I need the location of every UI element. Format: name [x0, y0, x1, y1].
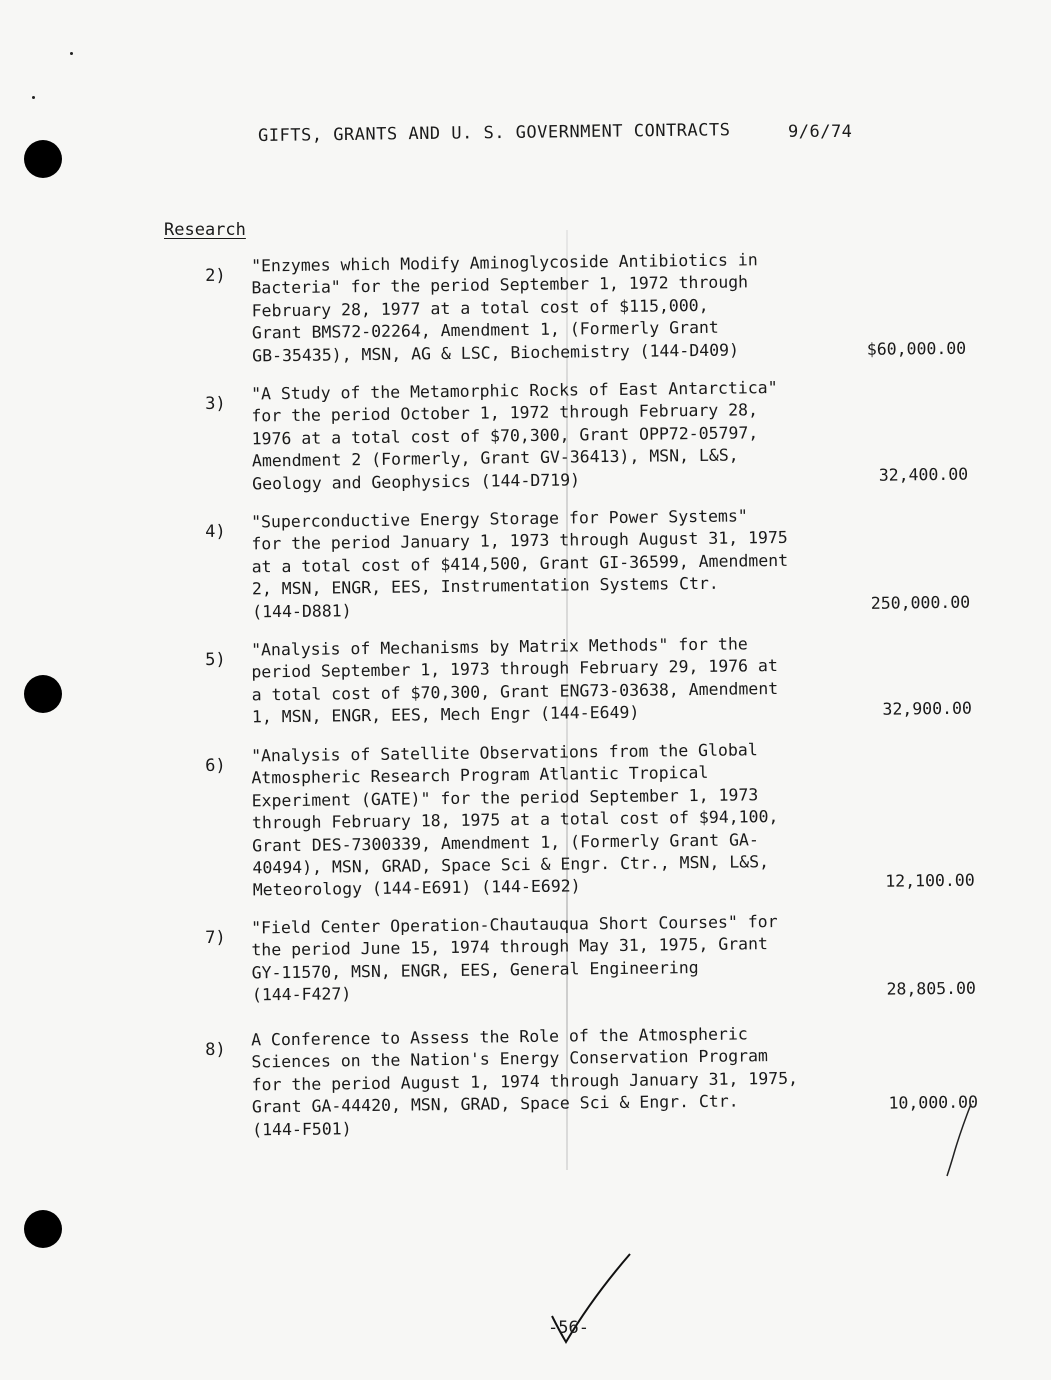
pen-mark-icon	[935, 1100, 975, 1180]
punch-hole-top	[24, 140, 62, 178]
grant-entry	[205, 908, 985, 1005]
grant-entry	[205, 630, 985, 727]
entry-description: "Enzymes which Modify Aminoglycoside Antibiotics in Bacteria" for the period September 1, 1972 through February 28, 1977 at a total cost of $115,000, Grant BMS72-02264, Amendment 1, (Formerly Grant GB-35435), MSN, AG & LSC, Biochemistry (144-D409)	[251, 250, 758, 366]
entry-number: 6)	[205, 755, 226, 776]
entry-description: A Conference to Assess the Role of the Atmospheric Sciences on the Nation's Energy Conservation Program for the period August 1, 1974 through January 31, 1975, Grant GA-44420, MSN, GRAD, Space Sci & Engr. Ctr. (144-F501)	[251, 1024, 799, 1140]
entry-amount: 10,000.00	[888, 1092, 979, 1113]
grant-entry	[205, 502, 985, 622]
entry-amount: $60,000.00	[866, 338, 967, 359]
section-heading: Research	[164, 220, 246, 240]
entry-description: "Analysis of Mechanisms by Matrix Methods" for the period September 1, 1973 through February 29, 1976 at a total cost of $70,300, Grant ENG73-03638, Amendment 1, MSN, ENGR, EES, Mech Engr (144-E649)	[251, 634, 779, 727]
entry-amount: 28,805.00	[886, 978, 977, 999]
grant-entry	[205, 374, 985, 494]
grant-entry	[205, 1020, 985, 1140]
entry-amount: 32,400.00	[878, 464, 969, 485]
entry-description: "Superconductive Energy Storage for Power Systems" for the period January 1, 1973 through August 31, 1975 at a total cost of $414,500, Grant GI-36599, Amendment 2, MSN, ENGR, EES, Instrumentation Systems Ctr. (144-D881)	[251, 506, 789, 622]
entry-number: 7)	[205, 927, 226, 948]
punch-hole-middle	[24, 675, 62, 713]
entry-amount: 12,100.00	[885, 870, 975, 891]
document-date: 9/6/74	[788, 122, 853, 142]
punch-hole-bottom	[24, 1210, 62, 1248]
page-number: -56-	[548, 1318, 589, 1338]
entry-number: 3)	[205, 393, 226, 414]
entry-number: 4)	[205, 521, 226, 542]
document-title: GIFTS, GRANTS AND U. S. GOVERNMENT CONTRACTS	[258, 120, 731, 146]
grant-entry	[205, 736, 985, 900]
entry-description: "Analysis of Satellite Observations from the Global Atmospheric Research Program Atlantic Tropical Experiment (GATE)" for the period September 1, 1973 through February 18, 1975 at a total cost of $94,100, Grant DES-7300339, Amendment 1, (Formerly Grant GA- 40494), MSN, GRAD, Space Sci & Engr. Ctr., MSN, L&S, Meteorology (144-E691) (144-E692)	[251, 740, 779, 900]
entry-number: 2)	[205, 265, 226, 286]
entry-description: "Field Center Operation-Chautauqua Short Courses" for the period June 15, 1974 through May 31, 1975, Grant GY-11570, MSN, ENGR, EES, General Engineering (144-F427)	[251, 912, 778, 1005]
entry-amount: 32,900.00	[882, 698, 973, 719]
entry-amount: 250,000.00	[870, 592, 971, 613]
grant-entry	[205, 246, 985, 366]
speck	[32, 96, 35, 99]
entry-number: 8)	[205, 1039, 226, 1060]
entry-description: "A Study of the Metamorphic Rocks of East Antarctica" for the period October 1, 1972 through February 28, 1976 at a total cost of $70,300, Grant OPP72-05797, Amendment 2 (Formerly, Grant GV-36413), MSN, L&S, Geology and Geophysics (144-D719)	[251, 378, 778, 494]
entry-number: 5)	[205, 649, 226, 670]
speck	[70, 52, 73, 55]
